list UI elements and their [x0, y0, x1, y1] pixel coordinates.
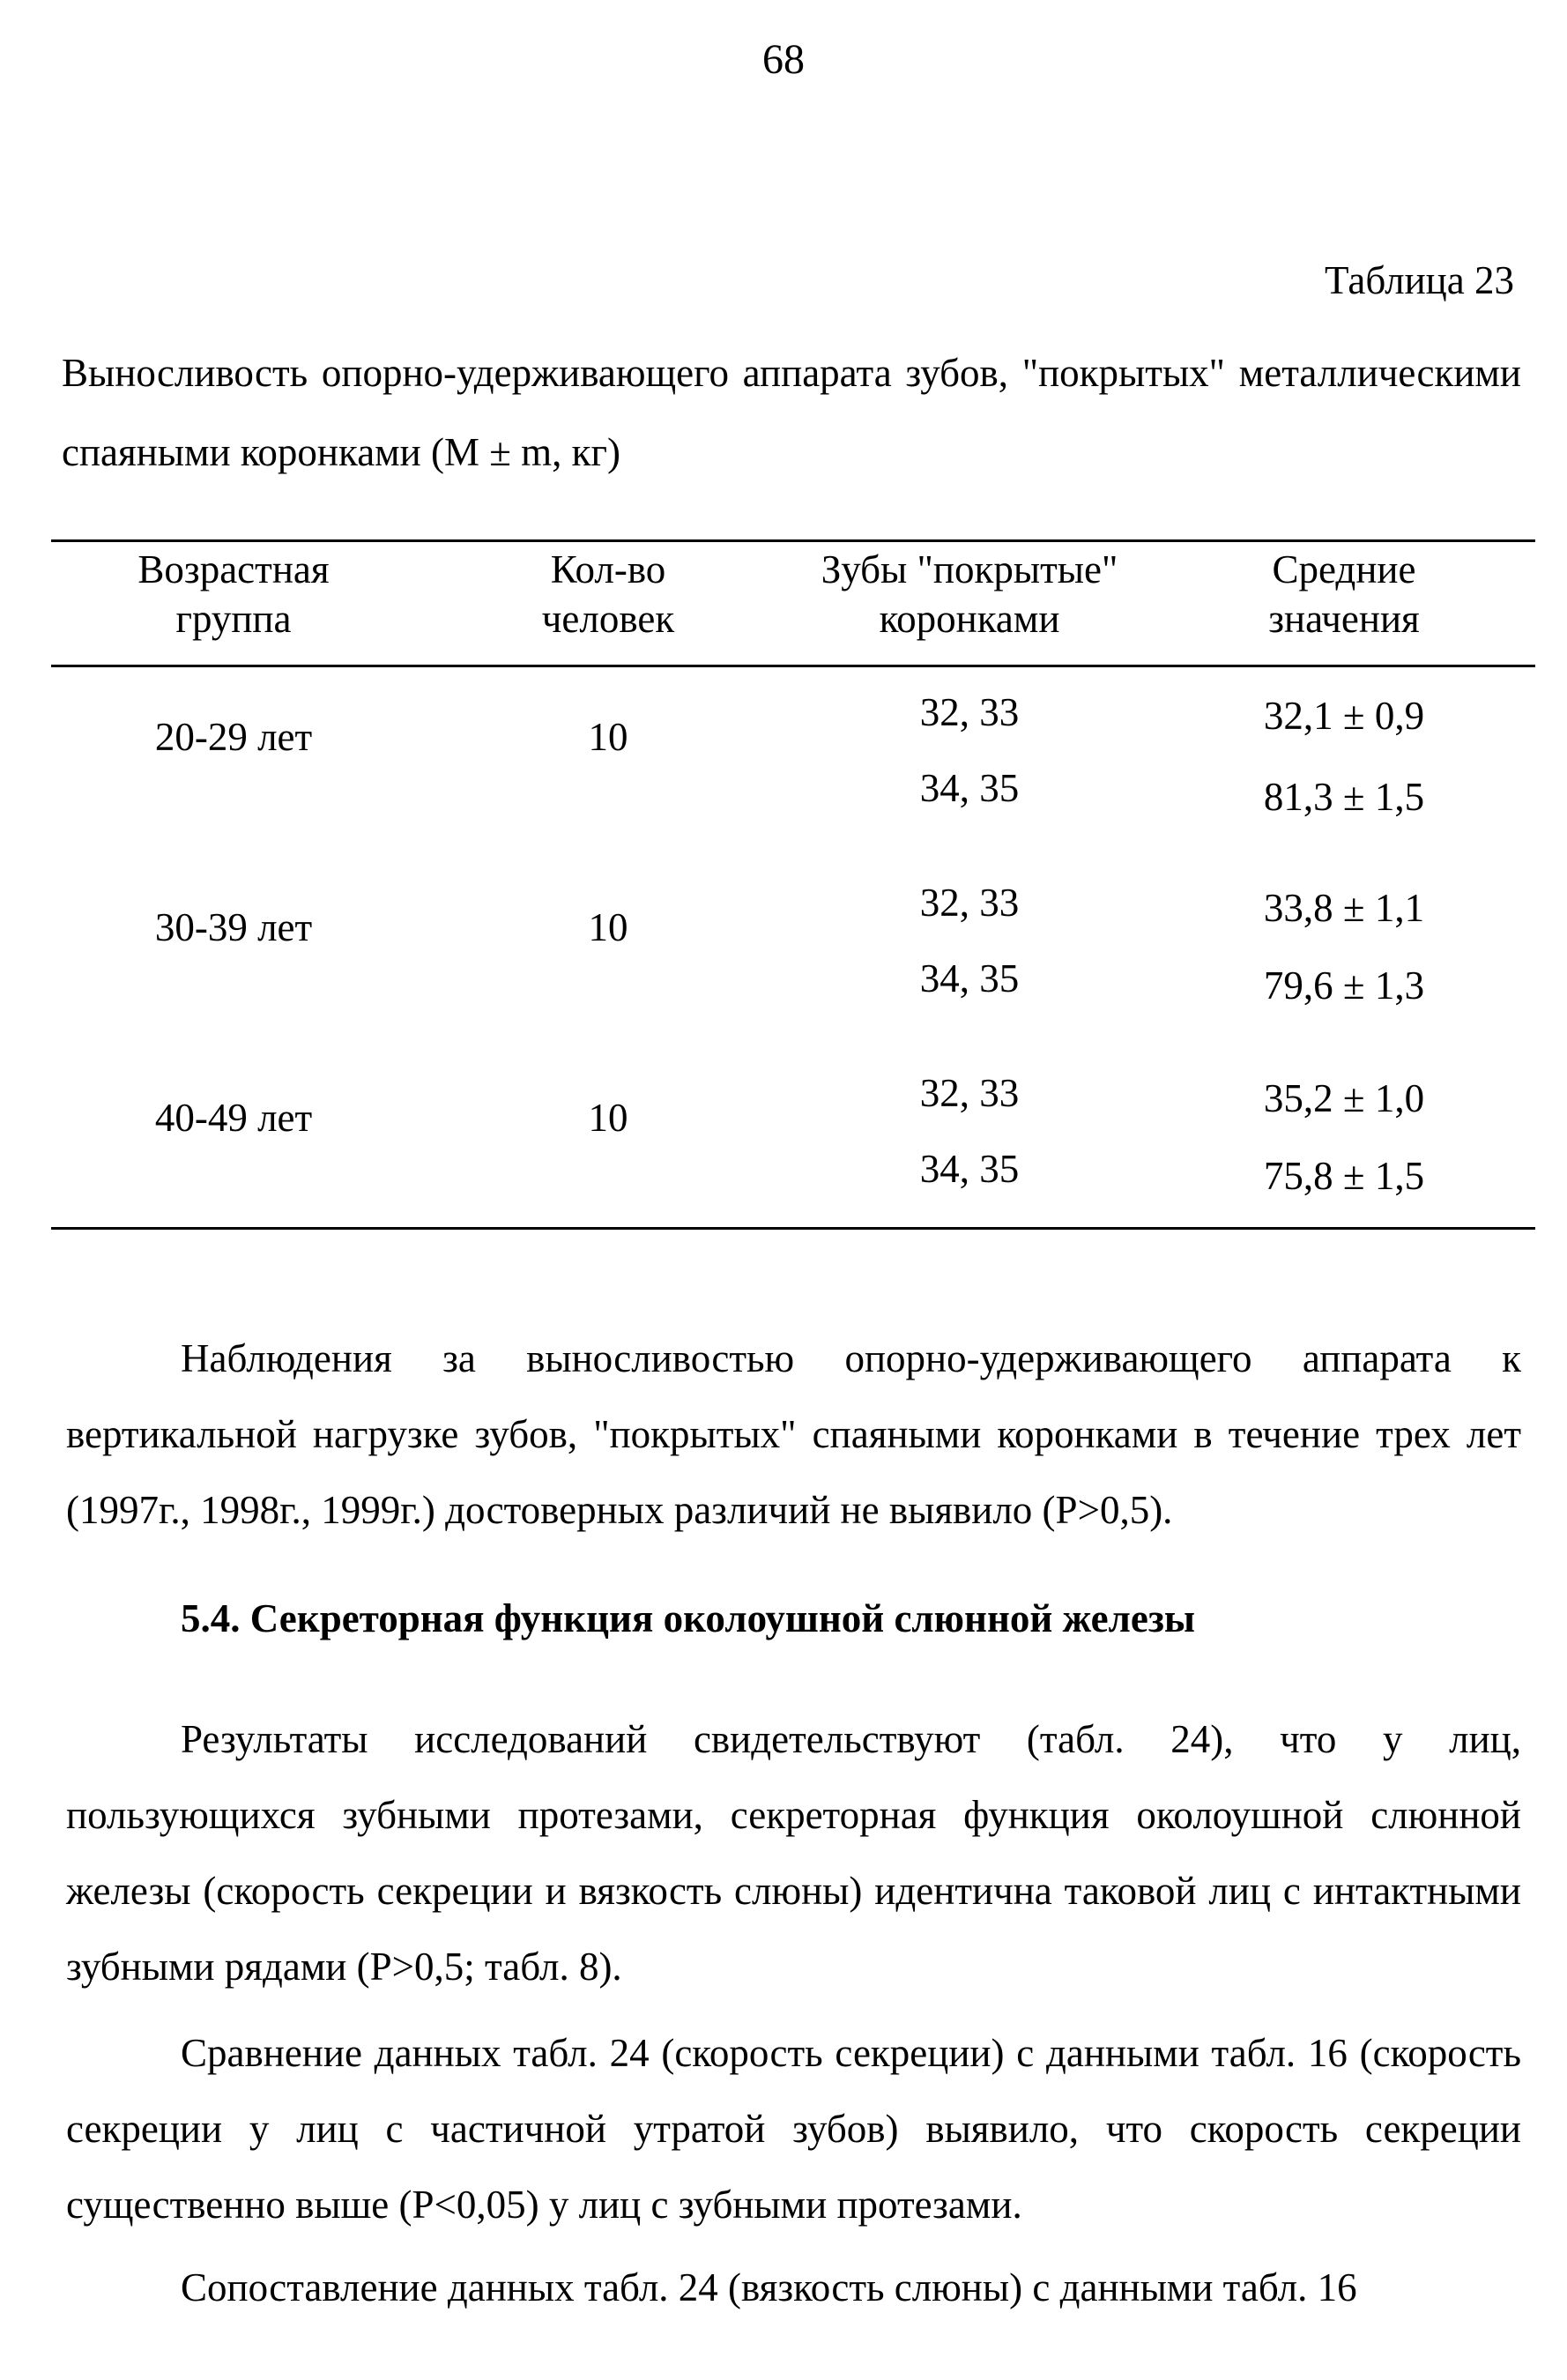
table-bottom-rule	[51, 1227, 1535, 1230]
header-count: Кол-во человек	[541, 547, 675, 641]
mean-value-cell: 81,3 ± 1,5	[1263, 775, 1425, 819]
page-number: 68	[762, 36, 805, 83]
header-mean-values: Средние значения	[1268, 547, 1420, 641]
table-top-rule	[51, 539, 1535, 542]
table-label: Таблица 23	[1325, 258, 1514, 302]
header-age-group: Возрастная группа	[137, 547, 330, 641]
count-cell: 10	[588, 1096, 628, 1140]
mean-value-cell: 33,8 ± 1,1	[1263, 886, 1425, 930]
body-paragraph: Сопоставление данных табл. 24 (вязкость слюны) с данными табл. 16	[181, 2265, 1357, 2309]
table-caption: Выносливость опорно-удерживающего аппарата зубов, "покрытых" металлическими спаяными коронками (М ± m, кг)	[62, 351, 1521, 474]
body-paragraph: Сравнение данных табл. 24 (скорость секреции) с данными табл. 16 (скорость секреции у лиц с частичной утратой зубов) выявило, что скорость секреции существенно выше (P<0,05) у лиц с зубными протезами.	[66, 2031, 1521, 2227]
teeth-cell: 34, 35	[919, 956, 1020, 1000]
mean-value-cell: 32,1 ± 0,9	[1263, 694, 1425, 738]
teeth-cell: 32, 33	[919, 690, 1020, 734]
teeth-cell: 34, 35	[919, 766, 1020, 810]
age-group-cell: 20-29 лет	[154, 715, 313, 759]
header-teeth: Зубы "покрытые" коронками	[821, 547, 1118, 641]
age-group-cell: 30-39 лет	[154, 905, 313, 949]
teeth-cell: 32, 33	[919, 1071, 1020, 1115]
mean-value-cell: 75,8 ± 1,5	[1263, 1154, 1425, 1198]
section-heading: 5.4. Секреторная функция околоушной слюнной железы	[181, 1596, 1196, 1640]
table-header-rule	[51, 665, 1535, 667]
teeth-cell: 32, 33	[919, 881, 1020, 925]
count-cell: 10	[588, 905, 628, 949]
body-paragraph: Результаты исследований свидетельствуют (табл. 24), что у лиц, пользующихся зубными протезами, секреторная функция околоушной слюнной железы (скорость секреции и вязкость слюны) идентична таковой лиц с интактными зубными рядами (P>0,5; табл. 8).	[66, 1717, 1521, 1989]
mean-value-cell: 35,2 ± 1,0	[1263, 1076, 1425, 1120]
body-paragraph: Наблюдения за выносливостью опорно-удерживающего аппарата к вертикальной нагрузке зубов, "покрытых" спаяными коронками в течение трех лет (1997г., 1998г., 1999г.) достоверных различий не выявило (P>0,5).	[66, 1336, 1521, 1532]
age-group-cell: 40-49 лет	[154, 1096, 313, 1140]
teeth-cell: 34, 35	[919, 1147, 1020, 1191]
count-cell: 10	[588, 715, 628, 759]
mean-value-cell: 79,6 ± 1,3	[1263, 963, 1425, 1008]
